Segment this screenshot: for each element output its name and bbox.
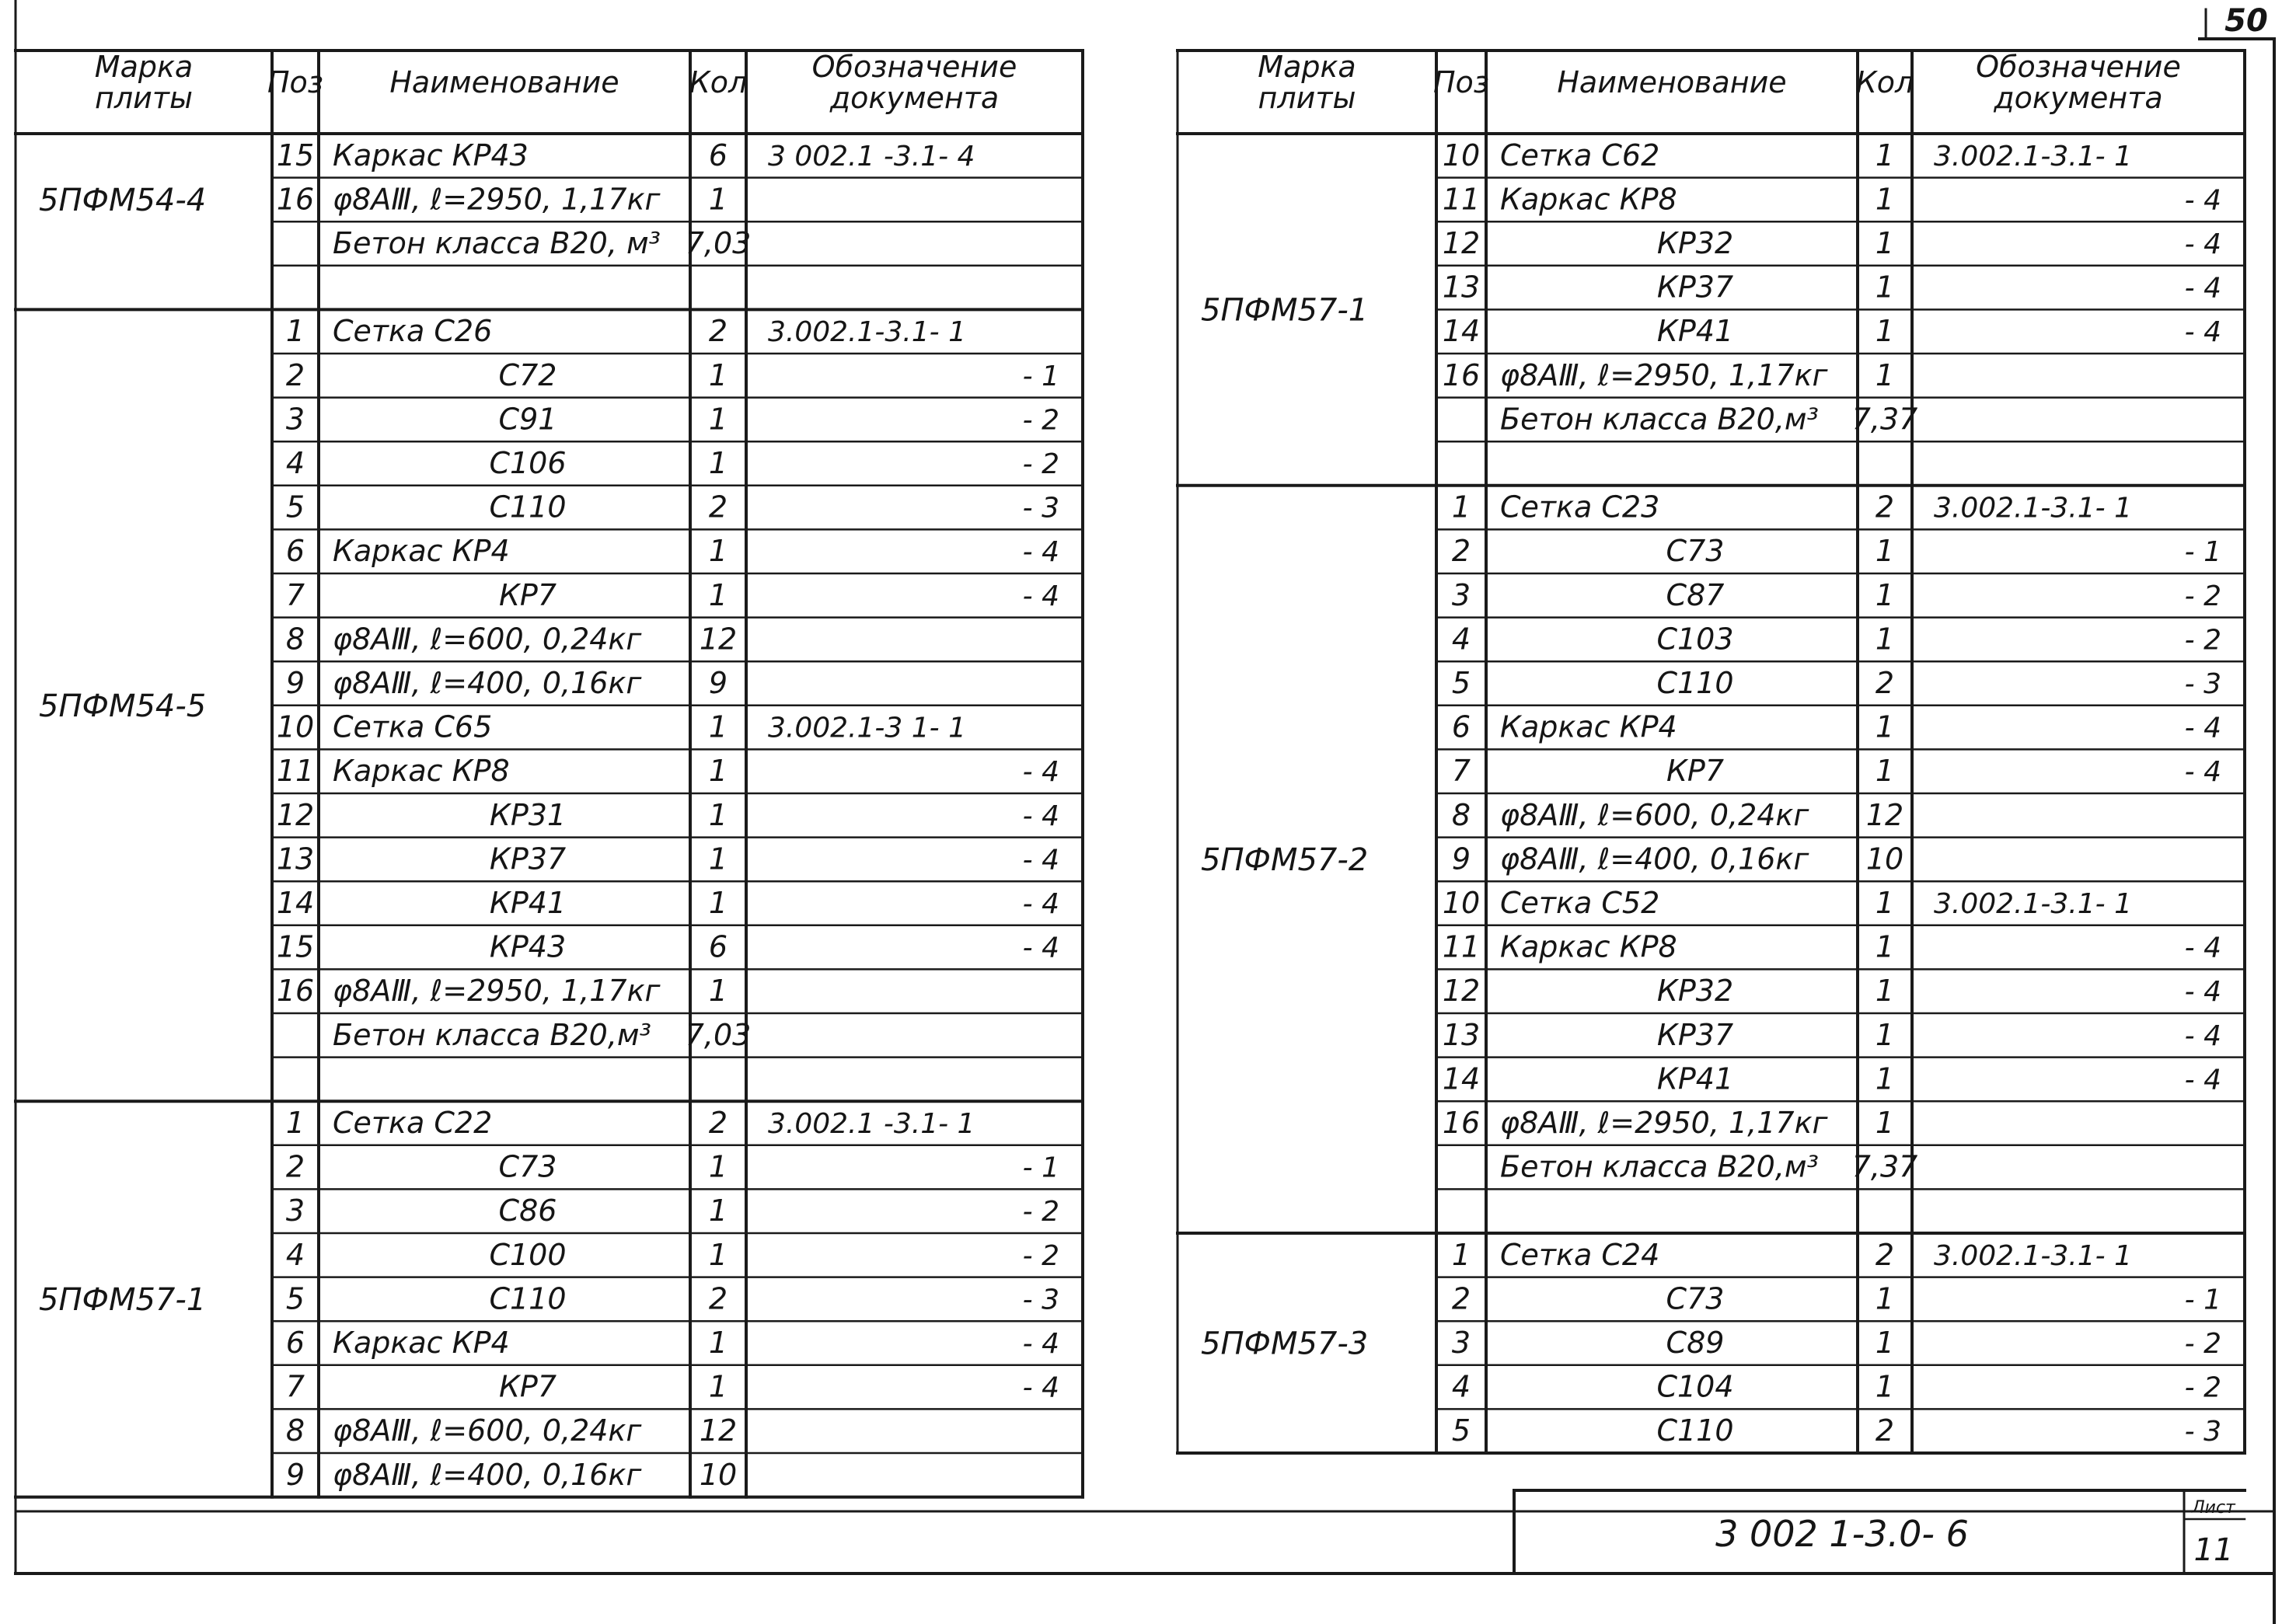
header-pos: Поз [267,65,324,99]
cell-pos: 10 [276,709,315,744]
cell-name: КР7 [498,577,557,612]
cell-qty: 1 [1875,929,1895,964]
cell-pos: 8 [285,622,305,657]
cell-qty: 1 [708,842,728,876]
cell-qty: 1 [708,357,728,392]
cell-pos: 4 [285,445,305,480]
cell-qty: 6 [708,138,728,173]
cell-doc: - 4 [2184,316,2221,349]
cell-doc: - 4 [2184,976,2221,1009]
cell-doc: - 4 [2184,1019,2221,1052]
header-qty: Кол [1855,65,1914,99]
cell-doc: - 2 [2184,580,2221,612]
cell-name: С110 [489,490,567,524]
cell-name: Каркас КР4 [333,534,510,569]
cell-doc: - 2 [1022,1196,1059,1228]
cell-qty: 2 [1875,1237,1895,1272]
cell-qty: 1 [1875,885,1895,920]
header-mark-line2: плиты [1258,81,1356,115]
cell-name: КР37 [489,842,567,876]
cell-name: С104 [1656,1369,1734,1404]
sheet-number: 50 [2224,3,2268,39]
cell-pos: 16 [276,182,315,217]
cell-qty: 10 [699,1457,738,1492]
cell-name: Каркас КР8 [333,754,510,789]
cell-pos: 6 [1451,709,1471,744]
cell-doc: 3.002.1-3.1- 1 [1934,492,2132,524]
cell-qty: 1 [708,402,728,437]
cell-name: КР7 [1666,754,1725,789]
header-pos: Поз [1432,65,1490,99]
cell-qty: 2 [1875,1413,1895,1448]
cell-qty: 9 [708,665,728,700]
cell-doc: - 4 [1022,844,1059,876]
cell-pos: 1 [285,1105,305,1140]
cell-name: Сетка С62 [1500,138,1660,173]
cell-qty: 12 [1865,797,1904,832]
cell-name: С89 [1666,1325,1725,1360]
cell-qty: 1 [708,182,728,217]
cell-doc: - 4 [2184,228,2221,260]
cell-pos: 12 [1442,225,1481,260]
cell-qty: 1 [1875,709,1895,744]
cell-doc: - 2 [1022,404,1059,437]
cell-qty: 2 [708,490,728,524]
cell-qty: 12 [699,622,738,657]
cell-qty: 1 [1875,182,1895,217]
cell-pos: 2 [285,1149,305,1184]
cell-name: С73 [1666,1281,1725,1316]
cell-pos: 13 [1442,270,1481,305]
cell-qty: 1 [1875,974,1895,1009]
cell-name: φ8АⅢ, ℓ=400, 0,16кг [333,1457,642,1492]
cell-pos: 8 [285,1413,305,1448]
cell-name: φ8АⅢ, ℓ=600, 0,24кг [333,622,642,657]
cell-pos: 3 [285,402,305,437]
cell-name: КР32 [1656,974,1734,1009]
cell-doc: - 2 [1022,1239,1059,1272]
cell-qty: 10 [1865,842,1904,876]
cell-qty: 1 [708,1194,728,1228]
cell-doc: - 4 [2184,756,2221,789]
cell-pos: 14 [1442,314,1481,349]
sheet-value: 11 [2193,1532,2234,1568]
group-mark: 5ПФМ54-4 [39,182,207,218]
cell-qty: 2 [708,1105,728,1140]
cell-pos: 3 [1451,577,1471,612]
cell-qty: 1 [1875,1369,1895,1404]
cell-name: Сетка С22 [333,1105,493,1140]
group-mark: 5ПФМ57-1 [39,1281,207,1318]
cell-pos: 11 [1442,929,1481,964]
cell-doc: 3.002.1-3.1- 1 [1934,140,2132,173]
cell-pos: 4 [285,1237,305,1272]
cell-pos: 9 [1451,842,1471,876]
cell-pos: 3 [285,1194,305,1228]
cell-qty: 7,03 [685,1017,752,1052]
header-mark-line2: плиты [95,81,193,115]
cell-pos: 7 [1451,754,1471,789]
cell-qty: 12 [699,1413,738,1448]
cell-doc: - 4 [1022,580,1059,612]
cell-doc: - 2 [1022,448,1059,480]
cell-doc: 3.002.1-3.1- 1 [768,316,966,349]
cell-name: КР41 [1656,314,1734,349]
cell-name: КР37 [1656,1017,1734,1052]
cell-qty: 1 [1875,1325,1895,1360]
cell-pos: 2 [1451,534,1471,569]
cell-pos: 13 [276,842,315,876]
cell-qty: 1 [1875,138,1895,173]
cell-pos: 16 [1442,357,1481,392]
cell-qty: 1 [708,1369,728,1404]
cell-doc: - 4 [1022,536,1059,569]
cell-doc: - 4 [2184,712,2221,744]
cell-qty: 1 [1875,1061,1895,1096]
cell-name: С110 [1656,1413,1734,1448]
header-doc-line1: Обозначение [811,50,1017,84]
cell-doc: - 4 [1022,932,1059,964]
cell-qty: 7,37 [1851,1149,1918,1184]
cell-name: КР31 [489,797,567,832]
cell-name: КР32 [1656,225,1734,260]
cell-doc: - 3 [1022,492,1059,524]
cell-qty: 1 [708,1325,728,1360]
cell-doc: - 4 [2184,1064,2221,1096]
cell-doc: - 4 [2184,184,2221,217]
cell-pos: 7 [285,1369,305,1404]
cell-name: С110 [489,1281,567,1316]
cell-pos: 15 [276,929,315,964]
cell-qty: 7,37 [1851,402,1918,437]
cell-qty: 1 [708,1149,728,1184]
cell-pos: 13 [1442,1017,1481,1052]
cell-name: Каркас КР8 [1500,929,1677,964]
cell-doc: - 4 [1022,800,1059,832]
cell-qty: 1 [1875,270,1895,305]
cell-pos: 16 [276,974,315,1009]
cell-pos: 11 [1442,182,1481,217]
cell-qty: 1 [1875,754,1895,789]
cell-qty: 1 [1875,577,1895,612]
cell-name: Сетка С23 [1500,490,1660,524]
header-mark-line1: Марка [1258,50,1356,84]
cell-qty: 2 [1875,490,1895,524]
cell-name: С110 [1656,665,1734,700]
cell-qty: 1 [1875,314,1895,349]
cell-pos: 12 [1442,974,1481,1009]
cell-name: С72 [498,357,557,392]
cell-doc: - 4 [1022,1371,1059,1404]
cell-name: φ8АⅢ, ℓ=600, 0,24кг [1500,797,1809,832]
cell-doc: - 4 [2184,272,2221,305]
table-text [39,3,2268,1568]
cell-pos: 14 [276,885,315,920]
cell-name: КР41 [489,885,567,920]
cell-pos: 1 [1451,1237,1471,1272]
cell-pos: 14 [1442,1061,1481,1096]
cell-qty: 1 [708,709,728,744]
cell-qty: 1 [708,754,728,789]
cell-name: Каркас КР43 [333,138,529,173]
cell-pos: 3 [1451,1325,1471,1360]
cell-doc: - 4 [1022,887,1059,920]
cell-qty: 7,03 [685,225,752,260]
cell-name: С86 [498,1194,557,1228]
cell-name: С91 [498,402,557,437]
cell-name: С73 [498,1149,557,1184]
cell-pos: 1 [285,314,305,349]
cell-qty: 1 [708,445,728,480]
cell-pos: 4 [1451,622,1471,657]
cell-pos: 10 [1442,138,1481,173]
cell-pos: 5 [1451,665,1471,700]
cell-pos: 2 [285,357,305,392]
header-qty: Кол [689,65,748,99]
cell-name: Сетка С24 [1500,1237,1660,1272]
cell-qty: 1 [1875,534,1895,569]
cell-qty: 1 [708,577,728,612]
cell-pos: 4 [1451,1369,1471,1404]
cell-doc: - 1 [2184,536,2221,569]
cell-doc: - 1 [1022,1152,1059,1184]
cell-qty: 1 [1875,225,1895,260]
sheet-label: Лист [2192,1498,2235,1518]
cell-name: Бетон класса В20,м³ [333,1017,651,1052]
cell-qty: 1 [708,534,728,569]
cell-pos: 16 [1442,1105,1481,1140]
group-mark: 5ПФМ57-3 [1201,1326,1369,1362]
cell-qty: 1 [708,797,728,832]
cell-qty: 1 [708,974,728,1009]
cell-name: φ8АⅢ, ℓ=400, 0,16кг [333,665,642,700]
cell-pos: 9 [285,665,305,700]
cell-name: КР41 [1656,1061,1734,1096]
cell-pos: 2 [1451,1281,1471,1316]
cell-name: Бетон класса В20,м³ [1500,402,1819,437]
cell-name: С73 [1666,534,1725,569]
cell-qty: 2 [708,1281,728,1316]
cell-name: КР7 [498,1369,557,1404]
cell-name: φ8АⅢ, ℓ=2950, 1,17кг [333,182,661,217]
cell-doc: 3.002.1 -3.1- 1 [768,1107,975,1140]
header-doc-line1: Обозначение [1976,50,2181,84]
cell-pos: 15 [276,138,315,173]
cell-doc: - 1 [2184,1284,2221,1316]
cell-doc: 3.002.1-3.1- 1 [1934,1239,2132,1272]
cell-doc: - 3 [1022,1284,1059,1316]
cell-pos: 5 [285,490,305,524]
header-name: Наименование [389,65,619,99]
cell-qty: 1 [1875,357,1895,392]
cell-name: φ8АⅢ, ℓ=600, 0,24кг [333,1413,642,1448]
cell-doc: - 3 [2184,667,2221,700]
cell-qty: 1 [1875,1017,1895,1052]
cell-doc: - 4 [2184,932,2221,964]
cell-qty: 2 [708,314,728,349]
header-mark-line1: Марка [94,50,194,84]
group-mark: 5ПФМ54-5 [39,688,207,724]
cell-name: Каркас КР4 [333,1325,510,1360]
cell-pos: 5 [285,1281,305,1316]
cell-doc: - 4 [1022,756,1059,789]
cell-name: Сетка С65 [333,709,493,744]
cell-doc: 3.002.1-3 1- 1 [768,712,966,744]
cell-qty: 1 [708,1237,728,1272]
cell-name: С87 [1666,577,1725,612]
cell-name: КР37 [1656,270,1734,305]
cell-qty: 1 [1875,1105,1895,1140]
cell-pos: 8 [1451,797,1471,832]
cell-qty: 1 [1875,622,1895,657]
cell-pos: 11 [276,754,315,789]
cell-qty: 2 [1875,665,1895,700]
group-mark: 5ПФМ57-1 [1201,292,1369,329]
cell-name: φ8АⅢ, ℓ=2950, 1,17кг [1500,357,1828,392]
cell-doc: - 3 [2184,1416,2221,1448]
cell-qty: 1 [1875,1281,1895,1316]
cell-name: φ8АⅢ, ℓ=400, 0,16кг [1500,842,1809,876]
cell-name: Каркас КР4 [1500,709,1677,744]
cell-pos: 6 [285,1325,305,1360]
cell-name: С100 [489,1237,567,1272]
cell-pos: 7 [285,577,305,612]
cell-doc: - 1 [1022,360,1059,392]
cell-doc: - 4 [1022,1327,1059,1360]
cell-pos: 12 [276,797,315,832]
cell-name: Сетка С26 [333,314,493,349]
cell-pos: 1 [1451,490,1471,524]
cell-doc: 3.002.1-3.1- 1 [1934,887,2132,920]
document-code: 3 002 1-3.0- 6 [1715,1513,1969,1555]
cell-pos: 10 [1442,885,1481,920]
header-doc-line2: документа [829,81,1000,115]
cell-name: Сетка С52 [1500,885,1660,920]
cell-name: φ8АⅢ, ℓ=2950, 1,17кг [1500,1105,1828,1140]
cell-name: Каркас КР8 [1500,182,1677,217]
cell-name: С103 [1656,622,1734,657]
cell-pos: 9 [285,1457,305,1492]
cell-qty: 6 [708,929,728,964]
cell-name: Бетон класса В20, м³ [333,225,661,260]
cell-doc: 3 002.1 -3.1- 4 [768,140,975,173]
cell-name: φ8АⅢ, ℓ=2950, 1,17кг [333,974,661,1009]
cell-name: Бетон класса В20,м³ [1500,1149,1819,1184]
cell-doc: - 2 [2184,624,2221,657]
header-name: Наименование [1557,65,1787,99]
cell-pos: 5 [1451,1413,1471,1448]
cell-qty: 1 [708,885,728,920]
cell-pos: 6 [285,534,305,569]
group-mark: 5ПФМ57-2 [1201,842,1369,878]
cell-doc: - 2 [2184,1327,2221,1360]
cell-name: С106 [489,445,567,480]
cell-doc: - 2 [2184,1371,2221,1404]
header-doc-line2: документа [1994,81,2163,115]
cell-name: КР43 [489,929,567,964]
